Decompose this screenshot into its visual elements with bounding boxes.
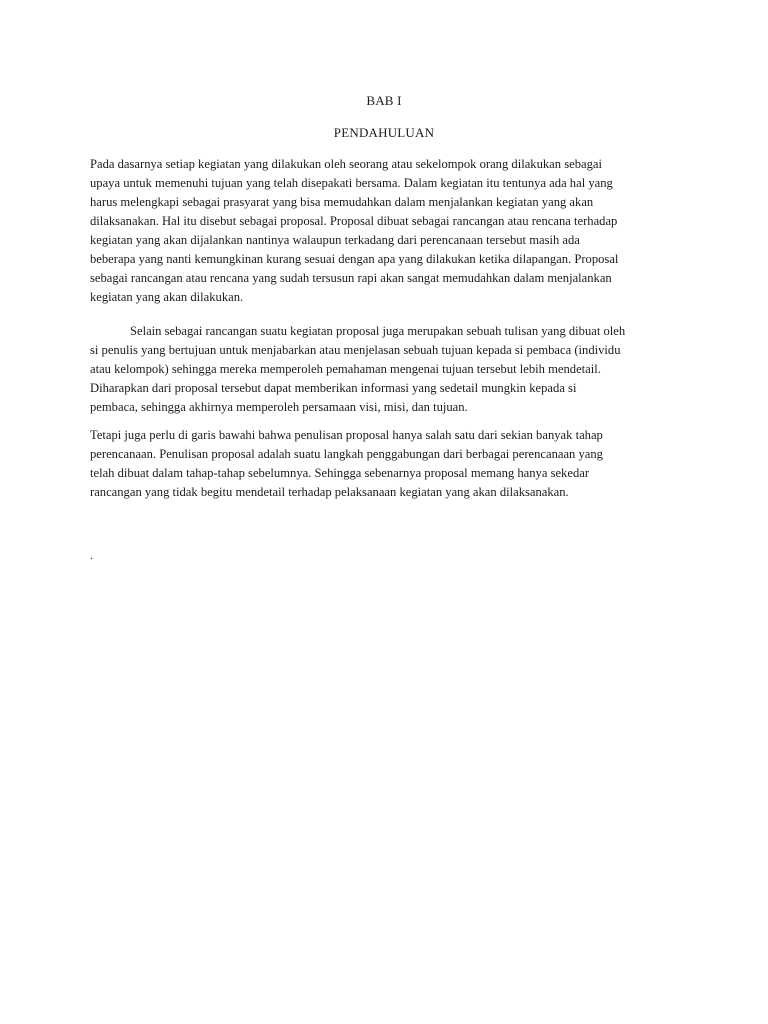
paragraph-line: Pada dasarnya setiap kegiatan yang dilakukan oleh seorang atau sekelompok orang dilakukan sebagai [90, 157, 602, 171]
paragraph-1 [90, 155, 686, 307]
paragraph-line: dilaksanakan. Hal itu disebut sebagai proposal. Proposal dibuat sebagai rancangan atau rencana terhadap [90, 214, 618, 228]
paragraph-line: perencanaan. Penulisan proposal adalah suatu langkah penggabungan dari berbagai perencanaan yang [90, 447, 603, 461]
paragraph-line: Selain sebagai rancangan suatu kegiatan proposal juga merupakan sebuah tulisan yang dibuat oleh [130, 324, 626, 338]
paragraph-line: beberapa yang nanti kemungkinan kurang sesuai dengan apa yang dilakukan ketika dilapangan. Proposal [90, 252, 619, 266]
paragraph-line: kegiatan yang akan dijalankan nantinya walaupun terkadang dari perencanaan tersebut masih ada [90, 233, 580, 247]
paragraph-line: si penulis yang bertujuan untuk menjabarkan atau menjelasan sebuah tujuan kepada si pembaca (individu [90, 343, 621, 357]
paragraph-line: atau kelompok) sehingga mereka memperoleh pemahaman mengenai tujuan tersebut lebih mendetail. [90, 362, 601, 376]
paragraph-line: kegiatan yang akan dilakukan. [90, 290, 244, 304]
chapter-heading: BAB I [366, 93, 402, 108]
paragraph-line: Diharapkan dari proposal tersebut dapat memberikan informasi yang sedetail mungkin kepada si [90, 381, 577, 395]
paragraph-2 [90, 322, 686, 417]
paragraph-line: Tetapi juga perlu di garis bawahi bahwa penulisan proposal hanya salah satu dari sekian banyak tahap [90, 428, 603, 442]
paragraph-3 [90, 426, 686, 502]
paragraph-line: pembaca, sehingga akhirnya memperoleh persamaan visi, misi, dan tujuan. [90, 400, 468, 414]
paragraph-line: upaya untuk memenuhi tujuan yang telah disepakati bersama. Dalam kegiatan itu tentunya ada hal yang [90, 176, 613, 190]
paragraph-line: rancangan yang tidak begitu mendetail terhadap pelaksanaan kegiatan yang akan dilaksanakan. [90, 485, 569, 499]
paragraph-line: telah dibuat dalam tahap-tahap sebelumnya. Sehingga sebenarnya proposal memang hanya sekedar [90, 466, 590, 480]
paragraph-line: harus melengkapi sebagai prasyarat yang bisa memudahkan dalam menjalankan kegiatan yang akan [90, 195, 594, 209]
chapter-title: PENDAHULUAN [333, 125, 435, 140]
paragraph-line: sebagai rancangan atau rencana yang sudah tersusun rapi akan sangat memudahkan dalam menjalankan [90, 271, 612, 285]
trailing-period: . [90, 548, 93, 562]
